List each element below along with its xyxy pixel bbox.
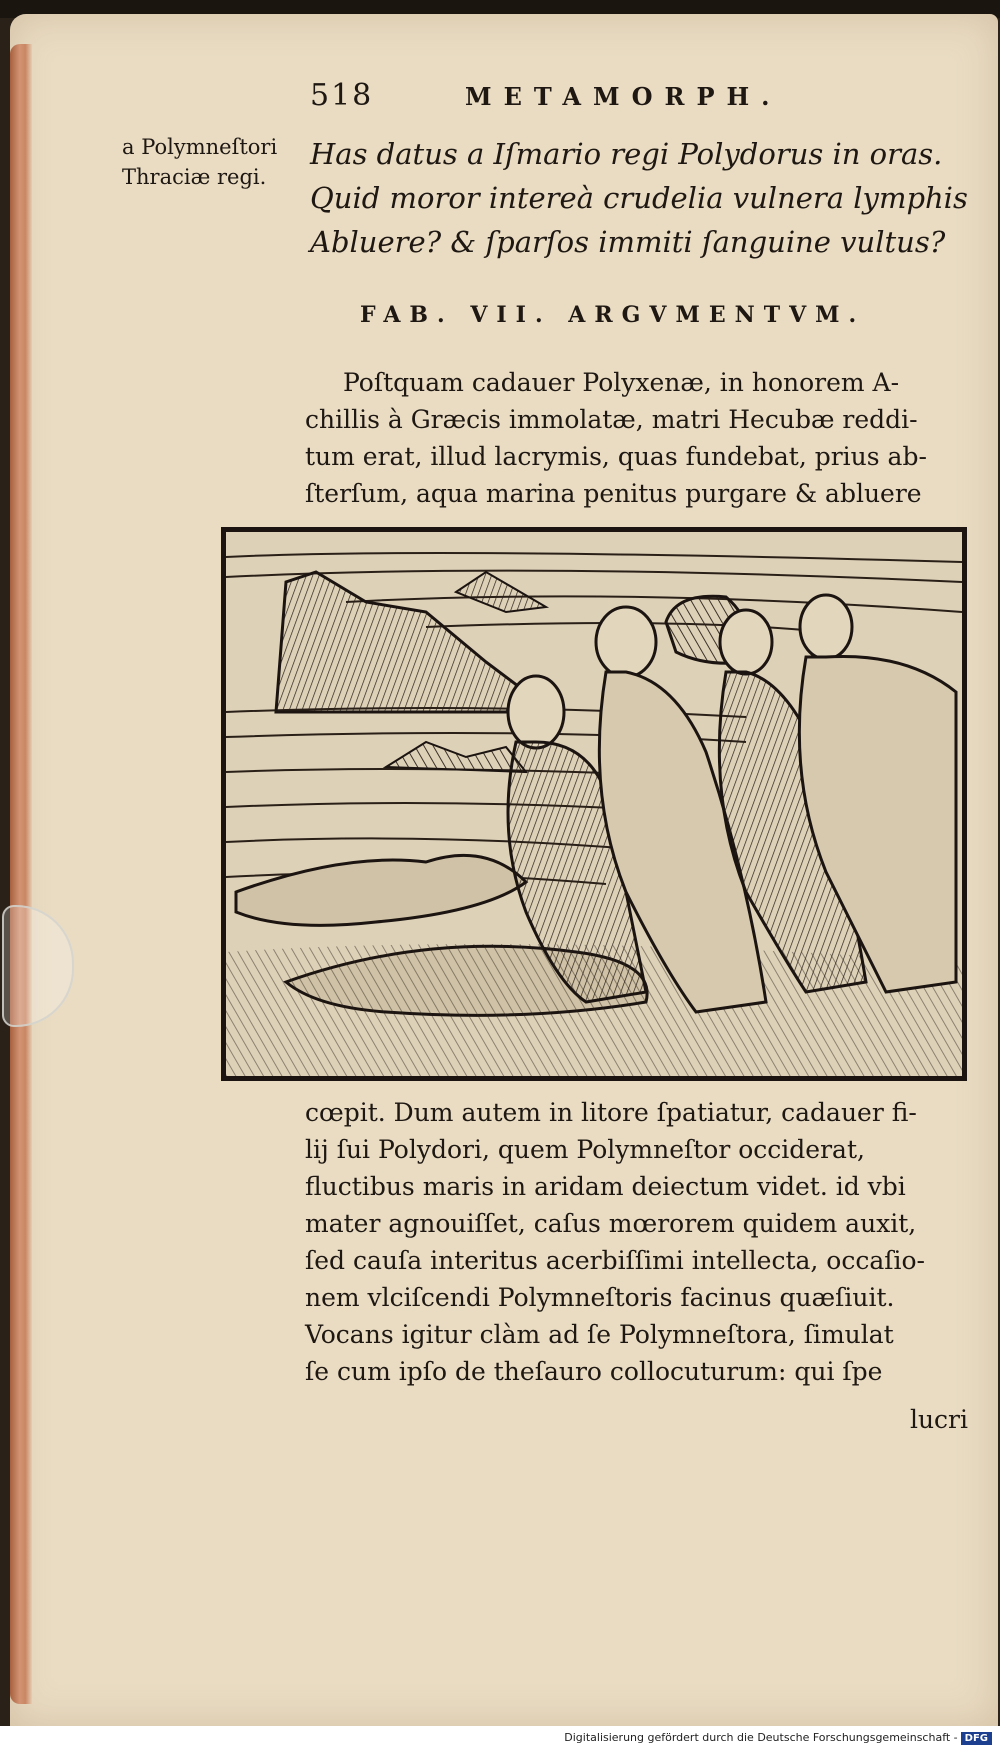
marginal-note [122,132,297,192]
marginal-note-line: a Polymneſtori [122,135,278,159]
text-line: ſed cauſa interitus acerbiſſimi intellecta, occaſio- [305,1246,925,1275]
catchword: lucri [909,1405,968,1434]
verse-line: Quid moror intereà crudelia vulnera lymphis [310,181,968,215]
text-line: lij ſui Polydori, quem Polymneſtor occiderat, [305,1135,865,1164]
text-line: ſe cum ipſo de theſauro collocuturum: qui ſpe [305,1357,883,1386]
dfg-logo: DFG [961,1732,992,1745]
fable-heading: FAB. VII. ARGVMENTVM. [360,302,866,328]
text-line: mater agnouiſſet, caſus mœrorem quidem auxit, [305,1209,917,1238]
page-edge [10,44,32,1704]
page-number: 518 [310,78,374,113]
woodcut-engraving [226,532,962,1076]
verse-line: Abluere? & ſparſos immiti ſanguine vultus? [310,225,946,259]
running-head: METAMORPH. [465,82,782,111]
verse-line: Has datus a Iſmario regi Polydorus in oras. [310,137,943,171]
text-line: chillis à Græcis immolatæ, matri Hecubæ reddi- [305,405,918,434]
argument-text-after [305,1094,975,1390]
text-line: fluctibus maris in aridam deiectum videt. id vbi [305,1172,906,1201]
digitization-credit [564,1731,992,1745]
text-line: cœpit. Dum autem in litore ſpatiatur, cadauer fi- [305,1098,917,1127]
verse-block [310,132,968,264]
marginal-note-line: Thraciæ regi. [122,165,267,189]
argument-text-before [305,364,975,512]
text-line: nem vlciſcendi Polymneſtoris facinus quæſiuit. [305,1283,895,1312]
text-line: Poſtquam cadauer Polyxenæ, in honorem A- [343,368,900,397]
credit-text: Digitalisierung gefördert durch die Deutsche Forschungsgemeinschaft - [564,1731,958,1744]
woodcut-illustration [221,527,967,1081]
text-line: ſterſum, aqua marina penitus purgare & abluere [305,479,922,508]
text-line: Vocans igitur clàm ad ſe Polymneſtora, ſimulat [305,1320,894,1349]
text-line: tum erat, illud lacrymis, quas fundebat, prius ab- [305,442,927,471]
